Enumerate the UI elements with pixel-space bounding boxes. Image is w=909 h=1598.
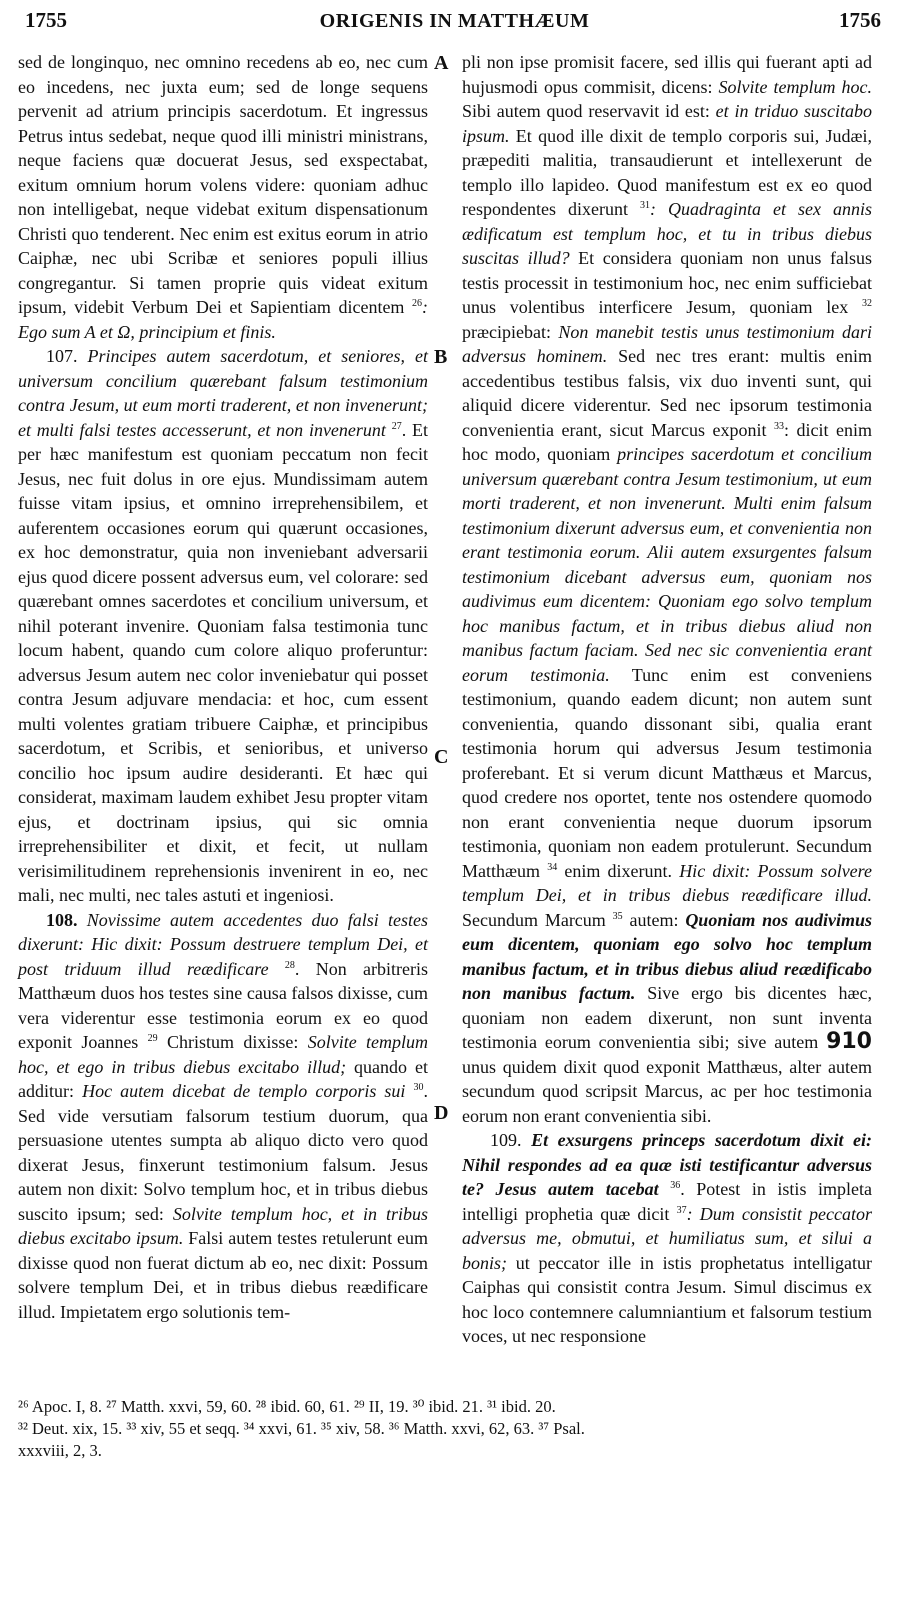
- running-title: ORIGENIS IN MATTHÆUM: [319, 10, 590, 32]
- footnotes: [18, 1396, 878, 1462]
- footnote-line: ³² Deut. xix, 15. ³³ xiv, 55 et seqq. ³⁴ xxvi, 61. ³⁵ xiv, 58. ³⁶ Matth. xxvi, 62, 63. ³⁷ Psal.: [18, 1419, 585, 1438]
- margin-marker-d: D: [434, 1102, 449, 1124]
- paragraph-109: 109. Et exsurgens princeps sacerdotum dixit ei: Nihil respondes ad ea quæ isti testificantur adversus te? Jesus autem tacebat $^{36}$. Potest in istis impleta intelligi prophetia quæ dicit $^{37}$: Dum consistit peccator adversus me, obmutui, et humiliatus sum, et silui a bonis; ut peccator ille in istis prophetatus intelligatur Caiphas qui consistit contra Jesum. Simul discimus ex hoc loco contemnere calumniantium et falsorum testium voces, ut nec responsione: [462, 1130, 873, 1346]
- right-column: [462, 50, 872, 1349]
- margin-marker-c: C: [434, 746, 449, 768]
- page-number-left: 1755: [25, 8, 67, 32]
- column-number: 910: [826, 1029, 872, 1054]
- margin-marker-b: B: [434, 346, 448, 368]
- footnote-line: xxxviii, 2, 3.: [18, 1441, 102, 1460]
- paragraph-107: 107. Principes autem sacerdotum, et seniores, et universum concilium quærebant falsum testimonium contra Jesum, ut eum morti traderent, et non invenerunt; et multi falsi testes accesserunt, et non invenerunt $^{27}$. Et per hæc manifestum est quoniam peccatum non fecit Jesus, nec fuit dolus in ore ejus. Mundissimam autem fuisse vitam ipsius, et omnino irreprehensibilem, et auferentem occasiones eorum qui quærunt occasiones, ex hoc demonstratur, quia non inveniebant adversarii ejus quod dicere possent adversus eum, vel colorare: sed quærebant omnes sacerdotes et concilium universum, et nihil poterant invenire. Quoniam falsa testimonia tunc locum habent, quando cum colore aliquo proferuntur: adversus Jesum autem nec color inveniebatur qui posset contra Jesum adjuvare mendacia: et hoc, cum essent multi volentes gratiam tribuere Caiphæ, et principibus sacerdotum, et Scribis, et senioribus, et universo concilio hoc ipsum audire desideranti. Et hæc qui considerat, maximam laudem exhibet Jesu propter vitam ejus, et doctrinam ipsius, qui sic omnia irreprehensibiliter et dixit, et fecit, ut nullam verisimilitudinem reprehensionis invenirent in eo, nec mali, nec multi, nec tales astuti et ingeniosi.: [18, 346, 428, 905]
- left-column: [18, 50, 428, 1324]
- page-number-right: 1756: [839, 8, 881, 32]
- paragraph-continuation: sed de longinquo, nec omnino recedens ab eo, nec cum eo incedens, nec juxta eum; sed de longe sequens pervenit ad atrium principis sacerdotum. Et ingressus Petrus intus sedebat, neque quod illi ministri ministrans, neque faciens quæ docuerat Jesus, sed exspectabat, exitum omnium horum volens videre: quoniam adhuc non intelligebat, neque videbat exitum dispensationum Christi quo tenderent. Nec enim est exitus eorum in atrio Caiphæ, nec ubi Scribæ et seniores populi illius congregantur. Si tamen proprie quis videat exitum ipsum, videbit Verbum Dei et Sapientiam dicentem $^{26}$: Ego sum A et Ω, principium et finis.: [18, 52, 428, 342]
- running-header: [0, 8, 909, 42]
- margin-marker-a: A: [434, 52, 449, 74]
- footnote-line: ²⁶ Apoc. I, 8. ²⁷ Matth. xxvi, 59, 60. ²⁸ ibid. 60, 61. ²⁹ II, 19. ³⁰ ibid. 21. ³¹ ibid. 20.: [18, 1397, 556, 1416]
- paragraph-108: 108. Novissime autem accedentes duo falsi testes dixerunt: Hic dixit: Possum destruere templum Dei, et post triduum illud reædificare $^{28}$. Non arbitreris Matthæum duos hos testes sine causa falsos dixisse, cum vera viderentur esse testimonia eorum ex eo quod exponit Joannes $^{29}$ Christum dixisse: Solvite templum hoc, et ego in tribus diebus excitabo illud; quando et additur: Hoc autem dicebat de templo corporis sui $^{30}$. Sed vide versutiam falsorum testium duorum, qua persuasione utentes sumpta ab aliquo dicto vero quod dixerat Jesus, finxerunt testimonium falsum. Jesus autem non dixit: Solvo templum hoc, et in tribus diebus suscito ipsum; sed: Solvite templum hoc, et in tribus diebus excitabo ipsum. Falsi autem testes retulerunt eum dixisse quod non fuerat dictum ab eo, nec dixit: Possum solvere templum Dei, et in tribus diebus reædificare illud. Impietatem ergo solutionis tem-: [18, 909, 429, 1322]
- paragraph-continuation-right: pli non ipse promisit facere, sed illis qui fuerant apti ad hujusmodi opus commisit, dicens: Solvite templum hoc. Sibi autem quod reservavit id est: et in triduo suscitabo ipsum. Et quod ille dixit de templo corporis sui, Judæi, præpediti malitia, transaudierunt et intellexerunt de templo illo lapideo. Quod manifestum est ex eo quod respondentes dixerunt $^{31}$: Quadraginta et sex annis ædificatum est templum hoc, et tu in tribus diebus suscitas illud? Et considera quoniam non unus falsus testis processit in testimonium hoc, nec enim sufficiebat unus volentibus interficere Jesum, quoniam lex $^{32}$ præcipiebat: Non manebit testis unus testimonium dari adversus hominem. Sed nec tres erant: multis enim accedentibus testibus falsis, vix duo inventi sunt, qui aliquid dicere viderentur. Sed nec ipsorum testimonia convenientia erant, sicut Marcus exponit $^{33}$: dicit enim hoc modo, quoniam principes sacerdotum et concilium universum quærebant contra Jesum testimonium, ut eum morti traderent, et non invenerunt. Multi enim falsum testimonium dixerunt adversus eum, et convenientia non erant testimonia eorum. Alii autem exsurgentes falsum testimonium dicebant adversus eum, quoniam nos audivimus eum dicentem: Quoniam ego solvo templum hoc manibus factum, et in tribus diebus aliud non manibus factum faciam. Sed nec sic convenientia erant eorum testimonia. Tunc enim est conveniens testimonium, quando eadem dicunt; non autem sunt convenientia, quando dissonant sibi, qualia erant testimonia horum qui adversus Jesum testimonia proferebant. Et si verum dicunt Matthæus et Marcus, quod credere nos oportet, tente nos ostendere quomodo non erant convenientia neque duorum ipsorum testimonia, quoniam non eadem protulerunt. Secundum Matthæum $^{34}$ enim dixerunt. Hic dixit: Possum solvere templum Dei, et in tribus diebus reædificare illud. Secundum Marcum $^{35}$ autem: Quoniam nos audivimus eum dicentem, quoniam ego solvo hoc templum manibus factum, et in tribus diebus aliud reædificabo non manibus factum. Sive ergo bis dicentes hæc, quoniam non eadem dixerunt, non sunt inventa testimonia eorum convenientia sibi; sive autem 910 unus quidem dixit quod exponit Matthæus, alter autem secundum quod scripsit Marcus, ac per hoc testimonia eorum non erant convenientia sibi.: [462, 52, 873, 1126]
